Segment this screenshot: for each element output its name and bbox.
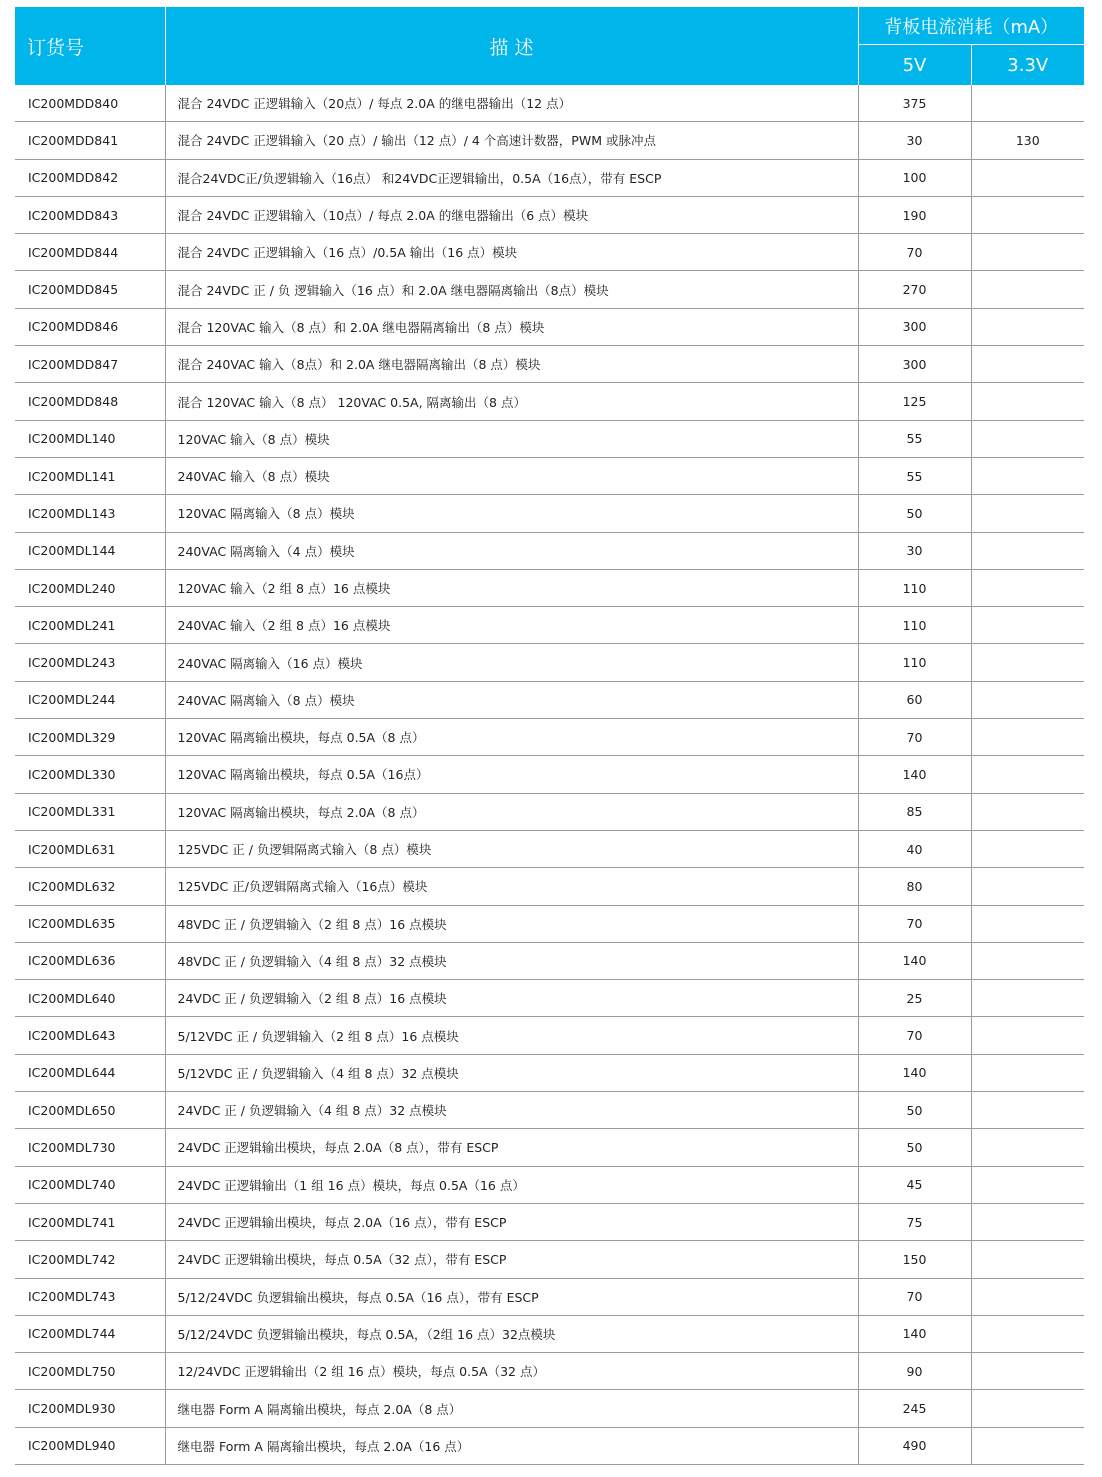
order-number-cell: IC200MDL140 (15, 420, 165, 457)
table-row (15, 1203, 1084, 1240)
current-3v3-cell (971, 607, 1084, 644)
current-3v3-cell (971, 234, 1084, 271)
current-5v-cell: 60 (858, 681, 971, 718)
current-3v3-cell (971, 719, 1084, 756)
current-3v3-cell (971, 644, 1084, 681)
order-number-cell: IC200MDL243 (15, 644, 165, 681)
current-5v-cell: 40 (858, 830, 971, 867)
description-cell: 24VDC 正 / 负逻辑输入（4 组 8 点）32 点模块 (165, 1092, 858, 1129)
header-description: 描 述 (165, 7, 858, 85)
order-number-cell: IC200MDL330 (15, 756, 165, 793)
current-5v-cell: 140 (858, 1315, 971, 1352)
current-3v3-cell (971, 532, 1084, 569)
table-row (15, 1241, 1084, 1278)
description-cell: 24VDC 正逻辑输出模块，每点 0.5A（32 点），带有 ESCP (165, 1241, 858, 1278)
table-row (15, 1390, 1084, 1427)
table-row (15, 980, 1084, 1017)
description-cell: 120VAC 隔离输出模块，每点 0.5A（16点） (165, 756, 858, 793)
table-row (15, 420, 1084, 457)
description-cell: 240VAC 隔离输入（4 点）模块 (165, 532, 858, 569)
order-number-cell: IC200MDL143 (15, 495, 165, 532)
table-row (15, 532, 1084, 569)
description-cell: 120VAC 隔离输出模块，每点 0.5A（8 点） (165, 719, 858, 756)
order-number-cell: IC200MDL632 (15, 868, 165, 905)
table-row (15, 85, 1084, 122)
current-5v-cell: 50 (858, 495, 971, 532)
current-5v-cell: 70 (858, 905, 971, 942)
table-row (15, 234, 1084, 271)
table-row (15, 1092, 1084, 1129)
order-number-cell: IC200MDD844 (15, 234, 165, 271)
table-row (15, 1427, 1084, 1464)
description-cell: 24VDC 正 / 负逻辑输入（2 组 8 点）16 点模块 (165, 980, 858, 1017)
current-5v-cell: 45 (858, 1166, 971, 1203)
description-cell: 240VAC 输入（8 点）模块 (165, 457, 858, 494)
order-number-cell: IC200MDL644 (15, 1054, 165, 1091)
module-current-table (15, 7, 1084, 1465)
current-5v-cell: 245 (858, 1390, 971, 1427)
current-3v3-cell: 130 (971, 122, 1084, 159)
header-order-no: 订货号 (15, 7, 165, 85)
current-5v-cell: 70 (858, 234, 971, 271)
current-3v3-cell (971, 1166, 1084, 1203)
order-number-cell: IC200MDL650 (15, 1092, 165, 1129)
table-row (15, 308, 1084, 345)
current-3v3-cell (971, 1129, 1084, 1166)
current-3v3-cell (971, 830, 1084, 867)
table-row (15, 1054, 1084, 1091)
current-5v-cell: 50 (858, 1129, 971, 1166)
description-cell: 混合 24VDC 正逻辑输入（10点）/ 每点 2.0A 的继电器输出（6 点）模块 (165, 196, 858, 233)
current-5v-cell: 30 (858, 532, 971, 569)
current-5v-cell: 80 (858, 868, 971, 905)
current-3v3-cell (971, 420, 1084, 457)
table-row (15, 196, 1084, 233)
current-5v-cell: 70 (858, 1278, 971, 1315)
order-number-cell: IC200MDL740 (15, 1166, 165, 1203)
current-5v-cell: 110 (858, 569, 971, 606)
table-row (15, 793, 1084, 830)
current-3v3-cell (971, 308, 1084, 345)
description-cell: 混合24VDC正/负逻辑输入（16点） 和24VDC正逻辑输出，0.5A（16点），带有 ESCP (165, 159, 858, 196)
order-number-cell: IC200MDL640 (15, 980, 165, 1017)
table-row (15, 942, 1084, 979)
current-3v3-cell (971, 793, 1084, 830)
description-cell: 5/12VDC 正 / 负逻辑输入（4 组 8 点）32 点模块 (165, 1054, 858, 1091)
table-row (15, 159, 1084, 196)
description-cell: 120VAC 输入（2 组 8 点）16 点模块 (165, 569, 858, 606)
description-cell: 125VDC 正 / 负逻辑隔离式输入（8 点）模块 (165, 830, 858, 867)
order-number-cell: IC200MDL930 (15, 1390, 165, 1427)
table-row (15, 719, 1084, 756)
current-5v-cell: 490 (858, 1427, 971, 1464)
description-cell: 120VAC 隔离输入（8 点）模块 (165, 495, 858, 532)
description-cell: 继电器 Form A 隔离输出模块，每点 2.0A（8 点） (165, 1390, 858, 1427)
module-table-container (15, 7, 1084, 1465)
current-3v3-cell (971, 1315, 1084, 1352)
order-number-cell: IC200MDL241 (15, 607, 165, 644)
current-5v-cell: 140 (858, 942, 971, 979)
current-5v-cell: 55 (858, 457, 971, 494)
current-3v3-cell (971, 980, 1084, 1017)
table-row (15, 383, 1084, 420)
current-3v3-cell (971, 1278, 1084, 1315)
table-row (15, 1315, 1084, 1352)
current-5v-cell: 140 (858, 756, 971, 793)
current-3v3-cell (971, 383, 1084, 420)
order-number-cell: IC200MDL730 (15, 1129, 165, 1166)
current-3v3-cell (971, 85, 1084, 122)
description-cell: 混合 24VDC 正逻辑输入（20点）/ 每点 2.0A 的继电器输出（12 点） (165, 85, 858, 122)
order-number-cell: IC200MDD846 (15, 308, 165, 345)
order-number-cell: IC200MDL741 (15, 1203, 165, 1240)
current-5v-cell: 85 (858, 793, 971, 830)
current-3v3-cell (971, 1427, 1084, 1464)
description-cell: 120VAC 输入（8 点）模块 (165, 420, 858, 457)
description-cell: 24VDC 正逻辑输出（1 组 16 点）模块，每点 0.5A（16 点） (165, 1166, 858, 1203)
header-backplane-current: 背板电流消耗（mA） (858, 7, 1084, 45)
order-number-cell: IC200MDD843 (15, 196, 165, 233)
current-5v-cell: 190 (858, 196, 971, 233)
table-row (15, 905, 1084, 942)
table-row (15, 830, 1084, 867)
order-number-cell: IC200MDD848 (15, 383, 165, 420)
description-cell: 24VDC 正逻辑输出模块，每点 2.0A（16 点），带有 ESCP (165, 1203, 858, 1240)
current-5v-cell: 300 (858, 308, 971, 345)
table-row (15, 122, 1084, 159)
order-number-cell: IC200MDL742 (15, 1241, 165, 1278)
current-3v3-cell (971, 868, 1084, 905)
description-cell: 120VAC 隔离输出模块，每点 2.0A（8 点） (165, 793, 858, 830)
table-row (15, 271, 1084, 308)
current-3v3-cell (971, 942, 1084, 979)
description-cell: 5/12/24VDC 负逻辑输出模块，每点 0.5A，（2组 16 点）32点模块 (165, 1315, 858, 1352)
table-row (15, 1166, 1084, 1203)
current-3v3-cell (971, 346, 1084, 383)
description-cell: 240VAC 隔离输入（8 点）模块 (165, 681, 858, 718)
current-5v-cell: 150 (858, 1241, 971, 1278)
current-5v-cell: 70 (858, 1017, 971, 1054)
current-5v-cell: 90 (858, 1353, 971, 1390)
table-row (15, 868, 1084, 905)
description-cell: 继电器 Form A 隔离输出模块，每点 2.0A（16 点） (165, 1427, 858, 1464)
order-number-cell: IC200MDD841 (15, 122, 165, 159)
current-5v-cell: 25 (858, 980, 971, 1017)
table-row (15, 346, 1084, 383)
table-row (15, 607, 1084, 644)
order-number-cell: IC200MDL750 (15, 1353, 165, 1390)
current-3v3-cell (971, 159, 1084, 196)
current-5v-cell: 110 (858, 644, 971, 681)
table-body (15, 85, 1084, 1464)
header-5v: 5V (858, 45, 971, 86)
order-number-cell: IC200MDL743 (15, 1278, 165, 1315)
table-row (15, 1353, 1084, 1390)
current-5v-cell: 70 (858, 719, 971, 756)
current-5v-cell: 140 (858, 1054, 971, 1091)
order-number-cell: IC200MDD840 (15, 85, 165, 122)
table-row (15, 681, 1084, 718)
current-5v-cell: 30 (858, 122, 971, 159)
order-number-cell: IC200MDL643 (15, 1017, 165, 1054)
description-cell: 12/24VDC 正逻辑输出（2 组 16 点）模块，每点 0.5A（32 点） (165, 1353, 858, 1390)
description-cell: 混合 24VDC 正逻辑输入（16 点）/0.5A 输出（16 点）模块 (165, 234, 858, 271)
current-5v-cell: 270 (858, 271, 971, 308)
table-row (15, 644, 1084, 681)
current-5v-cell: 100 (858, 159, 971, 196)
description-cell: 125VDC 正/负逻辑隔离式输入（16点）模块 (165, 868, 858, 905)
order-number-cell: IC200MDL144 (15, 532, 165, 569)
current-3v3-cell (971, 569, 1084, 606)
current-5v-cell: 375 (858, 85, 971, 122)
current-3v3-cell (971, 1353, 1084, 1390)
current-5v-cell: 50 (858, 1092, 971, 1129)
current-3v3-cell (971, 1092, 1084, 1129)
description-cell: 24VDC 正逻辑输出模块，每点 2.0A（8 点），带有 ESCP (165, 1129, 858, 1166)
table-row (15, 1017, 1084, 1054)
current-5v-cell: 55 (858, 420, 971, 457)
table-header (15, 7, 1084, 85)
order-number-cell: IC200MDL636 (15, 942, 165, 979)
current-3v3-cell (971, 1390, 1084, 1427)
description-cell: 240VAC 隔离输入（16 点）模块 (165, 644, 858, 681)
table-row (15, 569, 1084, 606)
description-cell: 5/12VDC 正 / 负逻辑输入（2 组 8 点）16 点模块 (165, 1017, 858, 1054)
current-5v-cell: 300 (858, 346, 971, 383)
order-number-cell: IC200MDL631 (15, 830, 165, 867)
current-5v-cell: 75 (858, 1203, 971, 1240)
current-3v3-cell (971, 457, 1084, 494)
current-3v3-cell (971, 196, 1084, 233)
order-number-cell: IC200MDL329 (15, 719, 165, 756)
current-3v3-cell (971, 1241, 1084, 1278)
current-3v3-cell (971, 1054, 1084, 1091)
description-cell: 混合 240VAC 输入（8点）和 2.0A 继电器隔离输出（8 点）模块 (165, 346, 858, 383)
current-3v3-cell (971, 905, 1084, 942)
order-number-cell: IC200MDL141 (15, 457, 165, 494)
order-number-cell: IC200MDL940 (15, 1427, 165, 1464)
description-cell: 5/12/24VDC 负逻辑输出模块，每点 0.5A（16 点），带有 ESCP (165, 1278, 858, 1315)
current-3v3-cell (971, 495, 1084, 532)
description-cell: 48VDC 正 / 负逻辑输入（4 组 8 点）32 点模块 (165, 942, 858, 979)
header-3v3: 3.3V (971, 45, 1084, 86)
order-number-cell: IC200MDD847 (15, 346, 165, 383)
description-cell: 混合 120VAC 输入（8 点） 120VAC 0.5A, 隔离输出（8 点） (165, 383, 858, 420)
order-number-cell: IC200MDD842 (15, 159, 165, 196)
current-3v3-cell (971, 1017, 1084, 1054)
order-number-cell: IC200MDL331 (15, 793, 165, 830)
description-cell: 混合 24VDC 正逻辑输入（20 点）/ 输出（12 点）/ 4 个高速计数器，PWM 或脉冲点 (165, 122, 858, 159)
order-number-cell: IC200MDL635 (15, 905, 165, 942)
current-5v-cell: 110 (858, 607, 971, 644)
order-number-cell: IC200MDL244 (15, 681, 165, 718)
current-3v3-cell (971, 271, 1084, 308)
current-3v3-cell (971, 756, 1084, 793)
description-cell: 240VAC 输入（2 组 8 点）16 点模块 (165, 607, 858, 644)
table-row (15, 756, 1084, 793)
order-number-cell: IC200MDD845 (15, 271, 165, 308)
description-cell: 混合 120VAC 输入（8 点）和 2.0A 继电器隔离输出（8 点）模块 (165, 308, 858, 345)
order-number-cell: IC200MDL240 (15, 569, 165, 606)
table-row (15, 457, 1084, 494)
current-3v3-cell (971, 1203, 1084, 1240)
order-number-cell: IC200MDL744 (15, 1315, 165, 1352)
table-row (15, 1129, 1084, 1166)
current-3v3-cell (971, 681, 1084, 718)
table-row (15, 1278, 1084, 1315)
description-cell: 48VDC 正 / 负逻辑输入（2 组 8 点）16 点模块 (165, 905, 858, 942)
current-5v-cell: 125 (858, 383, 971, 420)
table-row (15, 495, 1084, 532)
description-cell: 混合 24VDC 正 / 负 逻辑输入（16 点）和 2.0A 继电器隔离输出（8点）模块 (165, 271, 858, 308)
